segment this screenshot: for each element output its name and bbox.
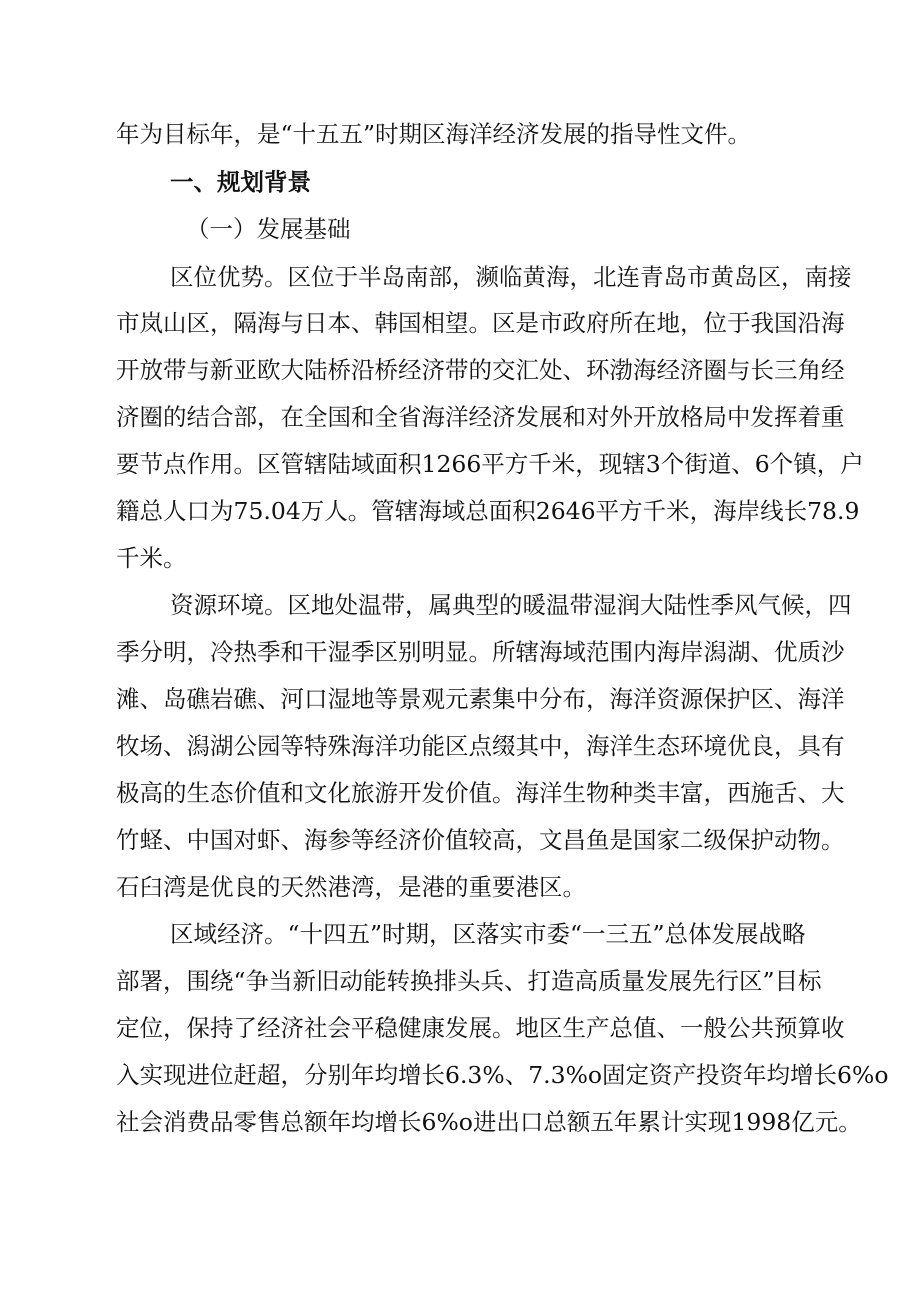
paragraph-line: 季分明，冷热季和干湿季区别明显。所辖海域范围内海岸潟湖、优质沙	[116, 638, 845, 666]
paragraph-line: 年为目标年，是“十五五”时期区海洋经济发展的指导性文件。	[116, 120, 752, 148]
subsection-heading: （一）发展基础	[186, 215, 351, 243]
paragraph-line: 市岚山区，隔海与日本、韩国相望。区是市政府所在地，位于我国沿海	[116, 309, 845, 337]
paragraph-line: 开放带与新亚欧大陆桥沿桥经济带的交汇处、环渤海经济圈与长三角经	[116, 356, 845, 384]
paragraph-line: 滩、岛礁岩礁、河口湿地等景观元素集中分布，海洋资源保护区、海洋	[116, 685, 845, 713]
paragraph-line: 济圈的结合部，在全国和全省海洋经济发展和对外开放格局中发挥着重	[116, 403, 845, 431]
paragraph-line: 牧场、潟湖公园等特殊海洋功能区点缀其中，海洋生态环境优良，具有	[116, 732, 845, 760]
paragraph-line: 极高的生态价值和文化旅游开发价值。海洋生物种类丰富，西施舌、大	[116, 779, 845, 807]
paragraph-line: 要节点作用。区管辖陆域面积1266平方千米，现辖3个街道、6个镇，户	[116, 450, 864, 478]
paragraph-line: 资源环境。区地处温带，属典型的暖温带湿润大陆性季风气候，四	[170, 591, 852, 619]
paragraph-line: 入实现进位赶超，分别年均增长6.3%、7.3%o固定资产投资年均增长6%o	[116, 1061, 889, 1089]
paragraph-line: 籍总人口为75.04万人。管辖海域总面积2646平方千米，海岸线长78.9	[116, 497, 860, 525]
paragraph-line: 千米。	[116, 544, 187, 572]
paragraph-line: 石臼湾是优良的天然港湾，是港的重要港区。	[116, 873, 586, 901]
section-heading: 一、规划背景	[170, 168, 311, 196]
paragraph-line: 竹蛏、中国对虾、海参等经济价值较高，文昌鱼是国家二级保护动物。	[116, 826, 845, 854]
paragraph-line: 定位，保持了经济社会平稳健康发展。地区生产总值、一般公共预算收	[116, 1014, 845, 1042]
paragraph-line: 社会消费品零售总额年均增长6%o进出口总额五年累计实现1998亿元。	[116, 1108, 862, 1136]
paragraph-line: 区位优势。区位于半岛南部，濒临黄海，北连青岛市黄岛区，南接	[170, 263, 852, 291]
paragraph-line: 部署，围绕“争当新旧动能转换排头兵、打造高质量发展先行区”目标	[116, 967, 822, 995]
paragraph-line: 区域经济。“十四五”时期，区落实市委“一三五”总体发展战略	[170, 920, 806, 948]
